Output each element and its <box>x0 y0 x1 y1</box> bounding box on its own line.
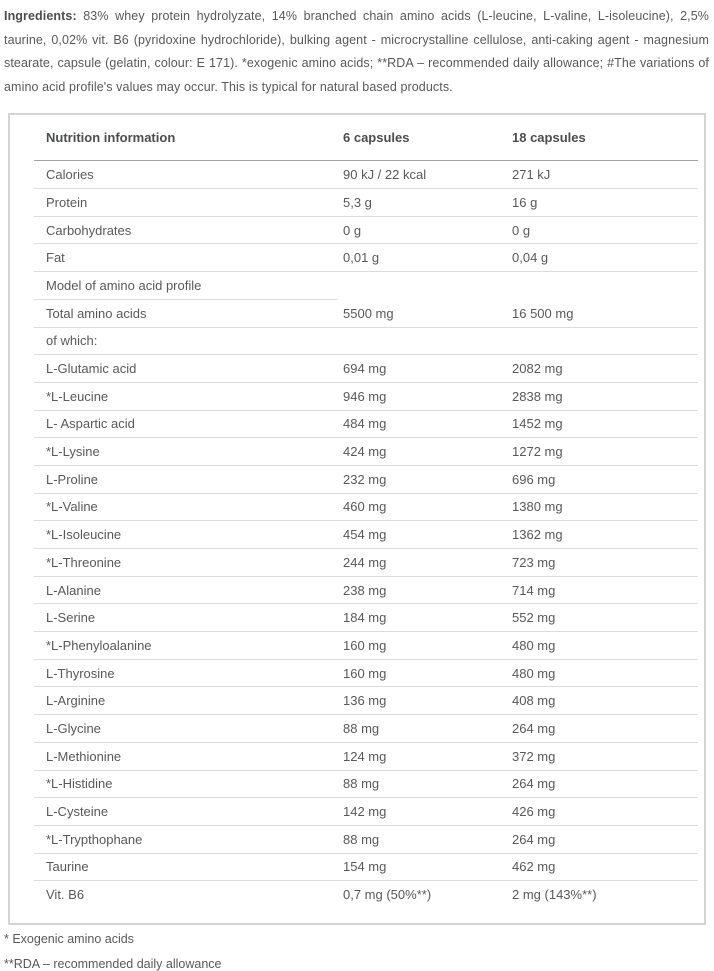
row-value-18-capsules: 372 mg <box>512 748 556 764</box>
table-row <box>34 217 698 245</box>
row-label: Vit. B6 <box>46 887 85 903</box>
table-row <box>34 798 698 826</box>
row-label: L-Cysteine <box>46 804 109 820</box>
row-value-18-capsules: 2082 mg <box>512 361 563 377</box>
table-row <box>34 549 698 577</box>
row-label: Model of amino acid profile <box>46 277 202 293</box>
table-row <box>34 383 698 411</box>
row-value-6-capsules: 124 mg <box>343 748 387 764</box>
row-label: L-Alanine <box>46 582 101 598</box>
row-label: Calories <box>46 167 94 183</box>
table-row <box>34 577 698 605</box>
row-label: *L-Histidine <box>46 776 113 792</box>
row-label: L-Glycine <box>46 720 101 736</box>
row-value-18-capsules: 264 mg <box>512 776 556 792</box>
row-label: Carbohydrates <box>46 222 132 238</box>
row-label: Taurine <box>46 859 89 875</box>
row-value-18-capsules: 696 mg <box>512 471 556 487</box>
row-value-6-capsules: 0 g <box>343 222 362 238</box>
row-value-6-capsules: 160 mg <box>343 637 387 653</box>
row-value-6-capsules: 0,01 g <box>343 250 380 266</box>
table-row <box>34 466 698 494</box>
table-row <box>34 411 698 439</box>
row-value-18-capsules: 552 mg <box>512 610 556 626</box>
row-value-6-capsules: 424 mg <box>343 444 387 460</box>
footnote-exogenic-amino-acids: * Exogenic amino acids <box>4 932 134 947</box>
row-value-6-capsules: 88 mg <box>343 831 380 847</box>
row-label: L-Thyrosine <box>46 665 115 681</box>
ingredients-paragraph <box>0 0 714 99</box>
row-label: L- Aspartic acid <box>46 416 135 432</box>
table-row <box>34 189 698 217</box>
footnotes <box>4 932 714 971</box>
row-value-18-capsules: 1452 mg <box>512 416 563 432</box>
table-row <box>34 604 698 632</box>
row-value-6-capsules: 142 mg <box>343 804 387 820</box>
row-label: L-Proline <box>46 471 99 487</box>
row-value-6-capsules: 5500 mg <box>343 305 394 321</box>
row-label: *L-Trypthophane <box>46 831 143 847</box>
nutrition-table-rows <box>34 115 698 909</box>
row-value-18-capsules: 16 500 mg <box>512 305 574 321</box>
row-value-18-capsules: 1362 mg <box>512 527 563 543</box>
table-row <box>34 881 698 909</box>
row-label: of which: <box>46 333 98 349</box>
row-value-6-capsules: 244 mg <box>343 554 387 570</box>
row-value-18-capsules: 723 mg <box>512 554 556 570</box>
row-value-18-capsules: 271 kJ <box>512 167 551 183</box>
row-value-18-capsules: 16 g <box>512 194 538 210</box>
row-label: Total amino acids <box>46 305 147 321</box>
row-value-18-capsules: 426 mg <box>512 804 556 820</box>
row-value-6-capsules: 88 mg <box>343 776 380 792</box>
row-label: *L-Isoleucine <box>46 527 122 543</box>
row-value-6-capsules: 484 mg <box>343 416 387 432</box>
ingredients-text: 83% whey protein hydrolyzate, 14% branched chain amino acids (L-leucine, L-valine, L-isoleucine), 2,5% taurine, 0,02% vit. B6 (pyridoxine hydrochloride), bulking agent - microcrystalline cellulose, anti-caking agent - magnesium stearate, capsule (gelatin, colour: E 171). *exogenic amino acids; **RDA – recommended daily allowance; #The variations of amino acid profile's values may occur. This is typical for natural based products. <box>4 9 709 94</box>
row-value-18-capsules: 480 mg <box>512 665 556 681</box>
header-18-capsules: 18 capsules <box>512 130 586 146</box>
row-label: L-Serine <box>46 610 96 626</box>
table-row <box>34 272 698 300</box>
row-value-6-capsules: 154 mg <box>343 859 387 875</box>
table-row <box>34 355 698 383</box>
row-label: *L-Threonine <box>46 554 122 570</box>
table-row <box>34 328 698 356</box>
row-label: *L-Phenyloalanine <box>46 637 152 653</box>
table-row <box>34 771 698 799</box>
header-nutrition-information: Nutrition information <box>46 130 176 146</box>
table-row <box>34 438 698 466</box>
row-value-18-capsules: 714 mg <box>512 582 556 598</box>
row-value-18-capsules: 264 mg <box>512 720 556 736</box>
row-label: *L-Valine <box>46 499 98 515</box>
header-6-capsules: 6 capsules <box>343 130 410 146</box>
row-label: L-Arginine <box>46 693 106 709</box>
footnote-rda: **RDA – recommended daily allowance <box>4 957 222 971</box>
row-value-18-capsules: 264 mg <box>512 831 556 847</box>
row-value-6-capsules: 184 mg <box>343 610 387 626</box>
row-value-6-capsules: 694 mg <box>343 361 387 377</box>
row-value-18-capsules: 0 g <box>512 222 531 238</box>
table-row <box>34 854 698 882</box>
row-value-18-capsules: 408 mg <box>512 693 556 709</box>
row-value-18-capsules: 480 mg <box>512 637 556 653</box>
row-value-6-capsules: 460 mg <box>343 499 387 515</box>
row-value-6-capsules: 5,3 g <box>343 194 372 210</box>
row-value-6-capsules: 88 mg <box>343 720 380 736</box>
table-row <box>34 632 698 660</box>
row-value-6-capsules: 232 mg <box>343 471 387 487</box>
table-row <box>34 743 698 771</box>
ingredients-label: Ingredients: <box>4 9 77 23</box>
row-value-18-capsules: 462 mg <box>512 859 556 875</box>
table-row <box>34 300 698 328</box>
row-label: Protein <box>46 194 88 210</box>
table-row <box>34 687 698 715</box>
row-value-6-capsules: 454 mg <box>343 527 387 543</box>
row-label: *L-Lysine <box>46 444 100 460</box>
row-value-6-capsules: 160 mg <box>343 665 387 681</box>
row-value-6-capsules: 0,7 mg (50%**) <box>343 887 432 903</box>
table-row <box>34 715 698 743</box>
row-label: L-Glutamic acid <box>46 361 137 377</box>
row-label: *L-Leucine <box>46 388 109 404</box>
table-row <box>34 494 698 522</box>
row-value-6-capsules: 90 kJ / 22 kcal <box>343 167 427 183</box>
row-value-18-capsules: 0,04 g <box>512 250 549 266</box>
row-value-18-capsules: 1272 mg <box>512 444 563 460</box>
row-label: L-Methionine <box>46 748 122 764</box>
row-value-6-capsules: 946 mg <box>343 388 387 404</box>
table-row <box>34 660 698 688</box>
row-value-18-capsules: 1380 mg <box>512 499 563 515</box>
row-value-18-capsules: 2 mg (143%**) <box>512 887 597 903</box>
table-row <box>34 244 698 272</box>
table-row <box>34 826 698 854</box>
table-row <box>34 161 698 189</box>
row-value-6-capsules: 238 mg <box>343 582 387 598</box>
row-label: Fat <box>46 250 65 266</box>
row-value-6-capsules: 136 mg <box>343 693 387 709</box>
row-value-18-capsules: 2838 mg <box>512 388 563 404</box>
nutrition-table <box>8 113 706 925</box>
table-row <box>34 521 698 549</box>
table-header-row <box>34 115 698 161</box>
